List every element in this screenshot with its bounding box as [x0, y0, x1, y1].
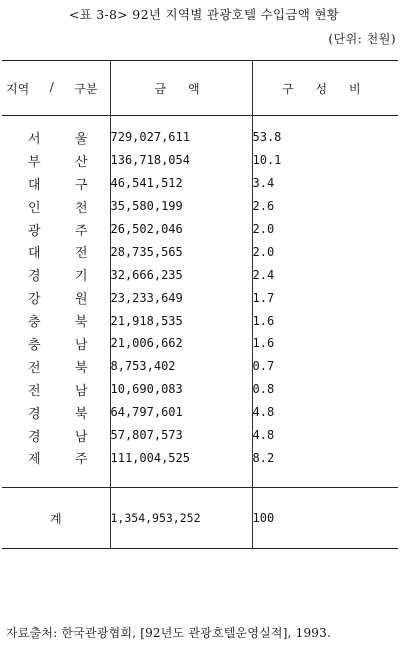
region-cell: [2, 401, 110, 424]
table-row: [2, 172, 398, 195]
ratio-cell: 1.7: [252, 290, 275, 305]
table-row: [2, 332, 398, 355]
region-char-2: 기: [74, 269, 88, 285]
ratio-cell: 1.6: [252, 313, 275, 328]
region-char-1: 경: [28, 406, 41, 422]
region-cell: [2, 378, 110, 401]
amount-cell: 64,797,601: [110, 401, 252, 424]
region-char-2: 산: [74, 154, 88, 170]
region-char-2: 남: [74, 429, 88, 445]
table-row: [2, 355, 398, 378]
ratio-cell: 4.8: [252, 405, 275, 420]
ratio-cell: 2.6: [252, 199, 275, 214]
region-char-1: 부: [28, 154, 41, 170]
amount-cell: 35,580,199: [110, 195, 252, 218]
ratio-cell: 2.4: [252, 267, 275, 282]
region-char-1: 광: [28, 223, 41, 239]
header-region: [2, 61, 110, 116]
region-char-2: 주: [74, 452, 88, 468]
ratio-cell: 10.1: [252, 153, 282, 168]
amount-cell: 28,735,565: [110, 240, 252, 263]
region-cell: [2, 355, 110, 378]
amount-cell: 32,666,235: [110, 263, 252, 286]
region-char-1: 전: [28, 383, 41, 399]
ratio-cell: 53.8: [252, 130, 282, 145]
region-cell: [2, 424, 110, 447]
header-region-sep: /: [49, 79, 54, 94]
region-char-1: 대: [28, 246, 41, 262]
ratio-cell: 1.6: [252, 336, 275, 351]
region-char-2: 북: [74, 406, 88, 422]
ratio-cell: 2.0: [252, 222, 275, 236]
region-char-1: 강: [28, 292, 41, 308]
region-char-2: 북: [74, 315, 88, 331]
amount-cell: 26,502,046: [110, 218, 252, 241]
header-ratio: 구성비: [252, 61, 398, 116]
amount-cell: 23,233,649: [110, 286, 252, 309]
table-row: [2, 195, 398, 218]
total-amount: 1,354,953,252: [110, 488, 252, 549]
total-row: [2, 488, 398, 549]
amount-cell: 729,027,611: [110, 126, 252, 149]
region-char-1: 대: [28, 177, 41, 193]
region-char-2: 전: [74, 246, 88, 262]
table-row: [2, 240, 398, 263]
total-label: 계: [2, 488, 110, 549]
ratio-cell: 0.8: [252, 382, 275, 397]
ratio-cell: 4.8: [252, 428, 275, 443]
region-char-1: 경: [28, 429, 41, 445]
header-region-right: 구분: [74, 81, 98, 96]
table-row: [2, 263, 398, 286]
region-char-2: 북: [74, 360, 88, 376]
region-char-1: 충: [28, 315, 41, 331]
header-amount: 금액: [110, 61, 252, 116]
total-ratio: 100: [252, 488, 398, 549]
region-char-1: 충: [28, 337, 41, 353]
region-cell: [2, 309, 110, 332]
region-cell: [2, 332, 110, 355]
ratio-cell: 8.2: [252, 450, 275, 465]
table-row: [2, 149, 398, 172]
ratio-cell: 2.0: [252, 244, 275, 259]
source-note: 자료출처: 한국관광협회, [92년도 관광호텔운영실적], 1993.: [6, 626, 331, 640]
region-char-1: 인: [28, 200, 41, 216]
table-row: [2, 309, 398, 332]
region-char-1: 전: [28, 360, 41, 376]
region-cell: [2, 446, 110, 469]
amount-cell: 21,918,535: [110, 309, 252, 332]
region-char-1: 경: [28, 269, 41, 285]
region-cell: [2, 149, 110, 172]
region-cell: [2, 126, 110, 149]
amount-cell: 136,718,054: [110, 149, 252, 172]
region-cell: [2, 263, 110, 286]
region-cell: [2, 172, 110, 195]
table-row: [2, 286, 398, 309]
table-row: [2, 401, 398, 424]
region-char-1: 제: [28, 452, 41, 468]
region-char-2: 원: [74, 292, 88, 308]
amount-cell: 8,753,402: [110, 355, 252, 378]
header-region-left: 지역: [6, 81, 30, 96]
region-cell: [2, 218, 110, 241]
table-row: [2, 424, 398, 447]
header-row: [2, 61, 398, 116]
region-char-2: 울: [74, 131, 88, 147]
region-char-2: 남: [74, 383, 88, 399]
region-char-2: 주: [74, 223, 88, 239]
region-char-1: 서: [28, 131, 41, 147]
table-row: [2, 446, 398, 469]
amount-cell: 46,541,512: [110, 172, 252, 195]
amount-cell: 111,004,525: [110, 446, 252, 469]
table-body: [2, 126, 398, 469]
region-char-2: 천: [74, 200, 88, 216]
unit-note: (단위: 천원): [328, 32, 396, 46]
region-cell: [2, 286, 110, 309]
table-title: <표 3-8> 92년 지역별 관광호텔 수입금액 현황: [68, 7, 340, 22]
region-cell: [2, 240, 110, 263]
revenue-table: [2, 60, 398, 549]
amount-cell: 57,807,573: [110, 424, 252, 447]
ratio-cell: 3.4: [252, 176, 275, 191]
region-char-2: 남: [74, 337, 88, 353]
table-row: [2, 126, 398, 149]
amount-cell: 10,690,083: [110, 378, 252, 401]
region-char-2: 구: [74, 177, 88, 193]
table-row: [2, 378, 398, 401]
region-cell: [2, 195, 110, 218]
amount-cell: 21,006,662: [110, 332, 252, 355]
table-row: [2, 218, 398, 241]
ratio-cell: 0.7: [252, 359, 275, 374]
